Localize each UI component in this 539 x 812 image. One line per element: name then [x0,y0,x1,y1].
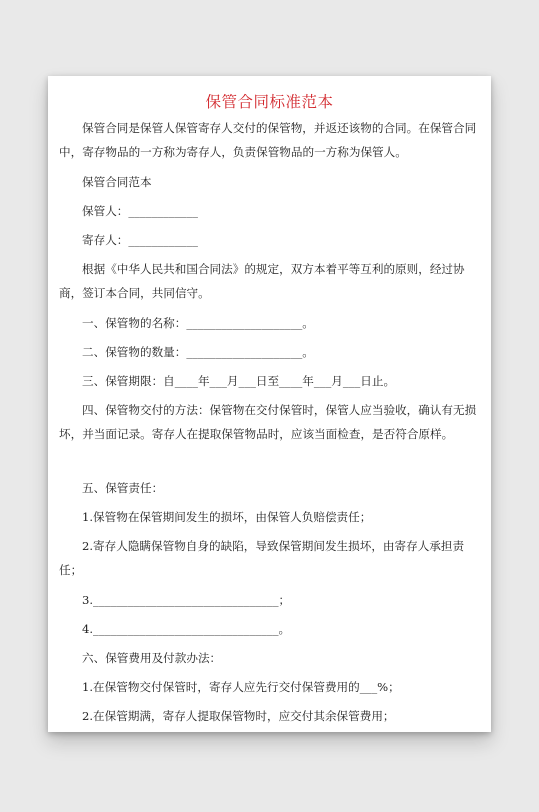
custodian-line: 保管人：____________ [82,204,198,218]
clause-responsibility-heading: 五、保管责任： [82,481,164,495]
clause-delivery-method: 四、保管物交付的方法：保管物在交付保管时，保管人应当验收，确认有无损坏，并当面记录。寄存人在提取保管物品时，应该当面检查，是否符合原样。 [59,403,477,441]
document-title: 保管合同标准范本 [205,93,334,111]
responsibility-item-4: 4.________________________________。 [82,622,291,636]
document-page [48,76,491,732]
fees-item-2: 2.在保管期满，寄存人提取保管物时，应交付其余保管费用； [82,709,395,723]
responsibility-item-3: 3.________________________________； [82,593,291,607]
clause-item-name: 一、保管物的名称：____________________。 [82,316,314,330]
responsibility-item-2: 2.寄存人隐瞒保管物自身的缺陷，导致保管期间发生损坏，由寄存人承担责任； [59,539,465,577]
clause-custody-period: 三、保管期限：自____年___月___日至____年___月___日止。 [82,374,396,388]
intro-paragraph: 保管合同是保管人保管寄存人交付的保管物，并返还该物的合同。在保管合同中，寄存物品的一方称为寄存人，负责保管物品的一方称为保管人。 [59,121,477,159]
clause-fees-heading: 六、保管费用及付款办法： [82,651,222,665]
preamble-paragraph: 根据《中华人民共和国合同法》的规定，双方本着平等互利的原则，经过协商，签订本合同，共同信守。 [59,262,465,300]
fees-item-1: 1.在保管物交付保管时，寄存人应先行交付保管费用的___%； [82,680,400,694]
template-heading: 保管合同范本 [82,175,152,189]
depositor-line: 寄存人：____________ [82,233,198,247]
responsibility-item-1: 1.保管物在保管期间发生的损坏，由保管人负赔偿责任； [82,510,372,524]
clause-item-quantity: 二、保管物的数量：____________________。 [82,345,314,359]
